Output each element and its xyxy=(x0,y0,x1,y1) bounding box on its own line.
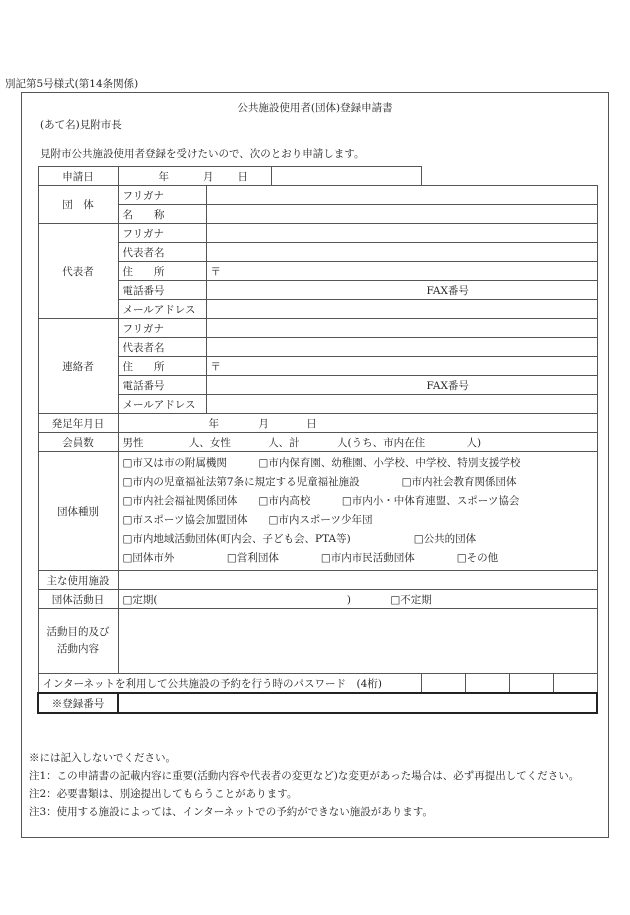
date-month: 月 xyxy=(203,170,214,183)
purpose-input[interactable] xyxy=(118,609,597,674)
password-digit-box[interactable] xyxy=(421,674,465,694)
note-line: 注2：必要書類は、別途提出してもらうことがあります。 xyxy=(29,788,298,800)
rep-email-label: メールアドレス xyxy=(118,300,206,319)
members-male: 男性 xyxy=(122,436,144,449)
group-type-line[interactable]: □市又は市の附属機関 □市内保育園、幼稚園、小学校、中学校、特別支援学校 xyxy=(122,457,521,469)
group-furigana-input[interactable] xyxy=(206,186,597,205)
note-line: 注3：使用する施設によっては、インターネットでの予約ができない施設があります。 xyxy=(29,806,433,818)
members-label: 会員数 xyxy=(38,433,118,452)
rep-email-input[interactable] xyxy=(206,300,597,319)
contact-furigana-label: フリガナ xyxy=(118,319,206,338)
password-digit-box[interactable] xyxy=(465,674,509,694)
rep-name-label: 代表者名 xyxy=(118,243,206,262)
group-type-line[interactable]: □市内地域活動団体(町内会、子ども会、PTA等) □公共的団体 xyxy=(122,533,477,545)
group-name-input[interactable] xyxy=(206,205,597,224)
contact-fax-label: FAX番号 xyxy=(426,379,469,392)
facility-label: 主な使用施設 xyxy=(38,571,118,590)
contact-label: 連絡者 xyxy=(38,319,118,414)
members-end: 人) xyxy=(466,436,482,449)
addressee: (あて名)見附市長 xyxy=(40,119,122,131)
group-type-line[interactable]: □市内の児童福祉法第7条に規定する児童福祉施設 □市内社会教育関係団体 xyxy=(122,476,517,488)
date-year: 年 xyxy=(158,170,169,183)
note-line: ※には記入しないでください。 xyxy=(29,752,176,764)
group-furigana-label: フリガナ xyxy=(118,186,206,205)
application-table xyxy=(37,166,598,714)
contact-postal-mark: 〒 xyxy=(210,360,221,373)
rep-address-input[interactable] xyxy=(206,262,597,281)
rep-phone-input[interactable] xyxy=(206,281,597,300)
founded-day: 日 xyxy=(306,417,317,430)
contact-furigana-input[interactable] xyxy=(206,319,597,338)
founded-year: 年 xyxy=(208,417,219,430)
members-within: 人(うち、市内在住 xyxy=(337,436,426,449)
password-label: インターネットを利用して公共施設の予約を行う時のパスワード (4桁) xyxy=(38,674,421,694)
group-type-line[interactable]: □団体市外 □営利団体 □市内市民活動団体 □その他 xyxy=(122,552,499,564)
contact-phone-label: 電話番号 xyxy=(118,376,206,395)
group-type-options[interactable] xyxy=(118,452,597,571)
contact-name-input[interactable] xyxy=(206,338,597,357)
form-title: 公共施設使用者(団体)登録申請書 xyxy=(237,102,393,114)
rep-furigana-label: フリガナ xyxy=(118,224,206,243)
rep-fax-label: FAX番号 xyxy=(426,284,469,297)
password-digit-box[interactable] xyxy=(553,674,597,694)
contact-name-label: 代表者名 xyxy=(118,338,206,357)
note-line: 注1：この申請書の記載内容に重要(活動内容や代表者の変更など)な変更があった場合は、必ず再提出してください。 xyxy=(29,770,580,782)
activity-day-label: 団体活動日 xyxy=(38,590,118,609)
contact-address-label: 住 所 xyxy=(118,357,206,376)
intro-text: 見附市公共施設使用者登録を受けたいので、次のとおり申請します。 xyxy=(40,148,365,160)
rep-furigana-input[interactable] xyxy=(206,224,597,243)
group-type-line[interactable]: □市内社会福祉関係団体 □市内高校 □市内小・中体育連盟、スポーツ協会 xyxy=(122,495,520,507)
date-field[interactable] xyxy=(118,167,421,186)
activity-day-input[interactable] xyxy=(118,590,597,609)
founded-month: 月 xyxy=(258,417,269,430)
contact-address-input[interactable] xyxy=(206,357,597,376)
form-label: 別記第5号様式(第14条関係) xyxy=(5,78,139,90)
founded-label: 発足年月日 xyxy=(38,414,118,433)
rep-name-input[interactable] xyxy=(206,243,597,262)
founded-input[interactable] xyxy=(118,414,597,433)
date-label: 申請日 xyxy=(38,167,118,186)
members-total: 人、計 xyxy=(268,436,300,449)
date-day: 日 xyxy=(237,170,248,183)
group-type-label: 団体種別 xyxy=(38,452,118,571)
group-type-line[interactable]: □市スポーツ協会加盟団体 □市内スポーツ少年団 xyxy=(122,514,373,526)
contact-phone-input[interactable] xyxy=(206,376,597,395)
members-female: 人、女性 xyxy=(188,436,231,449)
group-name-label: 名 称 xyxy=(118,205,206,224)
registration-label: ※登録番号 xyxy=(38,693,118,713)
rep-phone-label: 電話番号 xyxy=(118,281,206,300)
activity-regular[interactable]: □定期( xyxy=(122,593,158,606)
group-label: 団 体 xyxy=(38,186,118,224)
members-input[interactable] xyxy=(118,433,597,452)
contact-email-input[interactable] xyxy=(206,395,597,414)
registration-input xyxy=(118,693,597,713)
rep-postal-mark: 〒 xyxy=(210,265,221,278)
activity-close: ) xyxy=(346,593,351,606)
contact-email-label: メールアドレス xyxy=(118,395,206,414)
rep-address-label: 住 所 xyxy=(118,262,206,281)
activity-irregular[interactable]: □不定期 xyxy=(390,593,432,606)
facility-input[interactable] xyxy=(118,571,597,590)
purpose-label xyxy=(38,609,118,674)
rep-label: 代表者 xyxy=(38,224,118,319)
purpose-label-line1: 活動目的及び xyxy=(46,626,110,638)
password-digit-box[interactable] xyxy=(509,674,553,694)
purpose-label-line2: 活動内容 xyxy=(57,643,99,655)
